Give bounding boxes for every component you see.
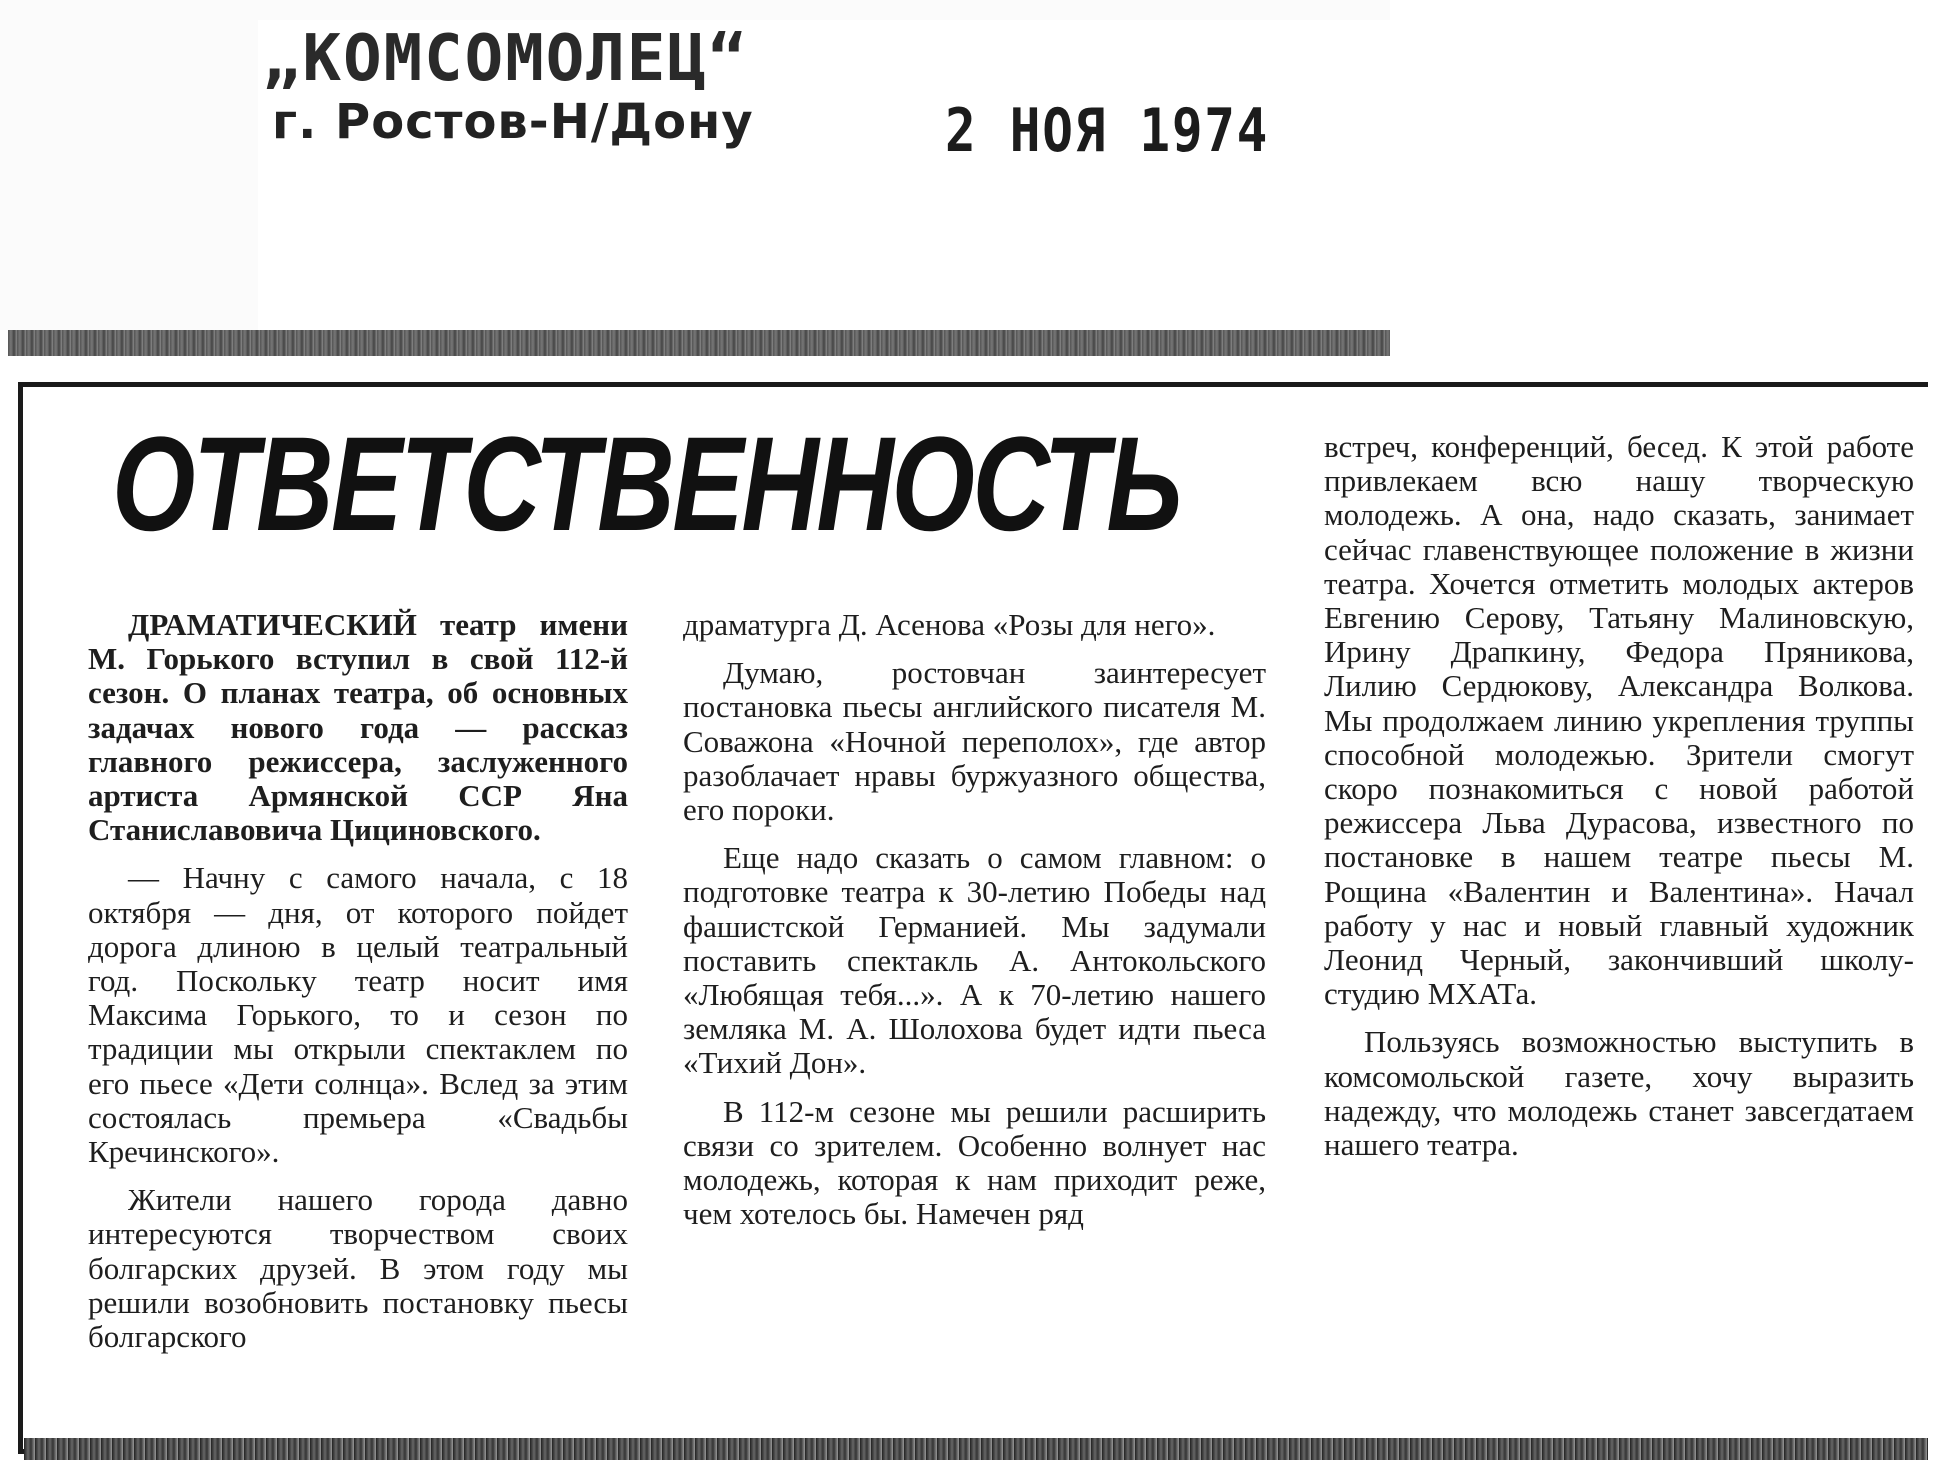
paragraph: Думаю, ростовчан заинтересует постановка пьесы английского писателя М. Соважона «Ночной переполох», где автор разоблачает нравы буржуазного общества, его пороки. <box>683 655 1266 828</box>
paragraph: Пользуясь возможностью выступить в комсомольской газете, хочу выразить надежду, что молодежь станет завсегдатаем нашего театра. <box>1324 1024 1914 1163</box>
column-3 <box>1324 430 1914 1162</box>
date-stamp: 2 НОЯ 1974 <box>945 96 1270 166</box>
article-headline: ОТВЕТСТВЕННОСТЬ <box>112 410 1180 559</box>
article-lead: ДРАМАТИЧЕСКИЙ театр имени М. Горького вступил в свой 112-й сезон. О планах театра, об основных задачах нового года — рассказ главного режиссера, заслуженного артиста Армянской ССР Яна Станиславовича Цициновского. <box>88 607 628 848</box>
paragraph: — Начну с самого начала, с 18 октября — дня, от которого пойдет дорога длиною в целый театральный год. Поскольку театр носит имя Максима Горького, то и сезон по традиции мы открыли спектаклем по его пьесе «Дети солнца». Вслед за этим состоялась премьера «Свадьбы Кречинского». <box>88 860 628 1170</box>
bottom-cut-edge <box>24 1438 1928 1460</box>
city-stamp: г. Ростов-Н/Дону <box>272 94 754 150</box>
paragraph: Жители нашего города давно интересуются творчеством своих болгарских друзей. В этом году мы решили возобновить постановку пьесы болгарского <box>88 1182 628 1355</box>
paragraph: Еще надо сказать о самом главном: о подготовке театра к 30-летию Победы над фашистской Германией. Мы задумали поставить спектакль А. Антокольского «Любящая тебя...». А к 70-летию нашего земляка М. А. Шолохова будет идти пьеса «Тихий Дон». <box>683 840 1266 1081</box>
column-1 <box>88 608 628 1354</box>
newspaper-stamp: „КОМСОМОЛЕЦ“ <box>262 22 749 96</box>
paragraph: В 112-м сезоне мы решили расширить связи со зрителем. Особенно волнует нас молодежь, которая к нам приходит реже, чем хотелось бы. Намечен ряд <box>683 1093 1266 1232</box>
paragraph: встреч, конференций, бесед. К этой работе привлекаем всю нашу творческую молодежь. А она, надо сказать, занимает сейчас главенствующее положение в жизни театра. Хочется отметить молодых актеров Евгению Серову, Татьяну Малиновскую, Ирину Драпкину, Федора Пряникова, Лилию Сердюкову, Александра Волкова. Мы продолжаем линию укрепления труппы способной молодежью. Зрители смогут скоро познакомиться с новой работой режиссера Льва Дурасова, известного по постановке в нашем театре пьесы М. Рощина «Валентин и Валентина». Начал работу у нас и новый главный художник Леонид Черный, закончивший школу-студию МХАТа. <box>1324 429 1914 1012</box>
cut-edge-band <box>8 330 1390 356</box>
column-2 <box>683 608 1266 1231</box>
paragraph: драматурга Д. Асенова «Розы для него». <box>683 607 1216 642</box>
